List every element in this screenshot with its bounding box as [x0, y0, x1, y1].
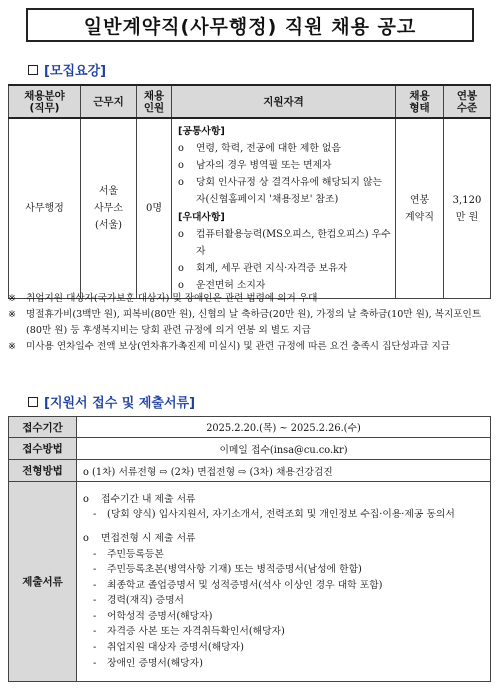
- table-row: [9, 460, 491, 482]
- header-qualification: 지원자격: [172, 85, 396, 118]
- list-item: - 주민등록등본: [93, 548, 164, 560]
- list-item: - 어학성적 증명서(해당자): [93, 610, 213, 622]
- table-row: [9, 438, 491, 460]
- section-heading-application: [지원서 접수 및 제출서류]: [28, 392, 195, 411]
- cell-salary: 3,120 만 원: [444, 118, 491, 299]
- list-item: o 당회 인사규정 상 결격사유에 해당되지 않는 자(신협홈페이지 '채용정보' 참조): [178, 177, 382, 205]
- period-value: 2025.2.20.(목) ~ 2025.2.26.(수): [77, 417, 491, 438]
- checkbox-square-icon: [28, 397, 38, 407]
- table-row: [9, 118, 491, 299]
- list-item: - 주민등록초본(병역사항 기재) 또는 병적증명서(남성에 한함): [93, 564, 362, 576]
- header-location: 근무지: [81, 85, 137, 118]
- cell-field: 사무행정: [9, 118, 81, 299]
- docs-group-title: o 접수기간 내 제출 서류: [83, 493, 196, 505]
- list-item: o 남자의 경우 병역필 또는 면제자: [178, 160, 332, 171]
- docs-group-title: o 면접전형 시 제출 서류: [83, 532, 196, 544]
- note-item: ※ 미사용 연차일수 전액 보상(연차휴가촉진제 미실시) 및 관련 규정에 따른 요건 충족시 집단성과급 지급: [8, 341, 451, 352]
- header-field: 채용분야 (직무): [9, 85, 81, 118]
- notes: [8, 291, 490, 355]
- cell-count: 0명: [137, 118, 172, 299]
- note-item: ※ 취업지원 대상자(국가보훈 대상자) 및 장애인은 관련 법령에 의거 우대: [8, 293, 318, 304]
- list-item: - 자격증 사본 또는 자격취득확인서(해당자): [93, 626, 285, 638]
- table-row: [9, 482, 491, 682]
- recruitment-table: [8, 84, 491, 299]
- list-item: - 최종학교 졸업증명서 및 성적증명서(석사 이상인 경우 대학 포함): [93, 579, 383, 591]
- header-salary: 연봉 수준: [444, 85, 491, 118]
- table-header-row: [9, 85, 491, 118]
- header-count: 채용 인원: [137, 85, 172, 118]
- cell-type: 연봉 계약직: [396, 118, 444, 299]
- process-label: 전형방법: [9, 460, 77, 482]
- method-value: 이메일 접수(insa@cu.co.kr): [77, 438, 491, 460]
- list-item: - (당회 양식) 입사지원서, 자기소개서, 전력조회 및 개인정보 수집·이용·제공 동의서: [93, 509, 455, 521]
- list-item: - 경력(재직) 증명서: [93, 595, 185, 607]
- docs-value: [77, 482, 491, 682]
- list-item: - 장애인 증명서(해당자): [93, 657, 203, 669]
- header-type: 채용 형태: [396, 85, 444, 118]
- table-row: [9, 417, 491, 438]
- application-table: [8, 416, 491, 682]
- preferred-title: [우대사항]: [178, 212, 225, 223]
- list-item: o 컴퓨터활용능력(MS오피스, 한컴오피스) 우수자: [178, 229, 391, 257]
- page-title: 일반계약직(사무행정) 직원 채용 공고: [26, 8, 474, 42]
- period-label: 접수기간: [9, 417, 77, 438]
- method-label: 접수방법: [9, 438, 77, 460]
- common-title: [공통사항]: [178, 126, 225, 137]
- note-item: ※ 명절휴가비(3백만 원), 피복비(80만 원), 신협의 날 축하금(20만 원), 가정의 날 축하금(10만 원), 복지포인트(80만 원) 등 후생복지비는 당회 관련 규정에 의거 연봉 외 별도 지급: [8, 309, 482, 336]
- list-item: o 회계, 세무 관련 지식·자격증 보유자: [178, 263, 348, 274]
- section-heading-recruitment: [모집요강]: [28, 60, 106, 79]
- list-item: o 운전면허 소지자: [178, 280, 266, 291]
- list-item: - 취업지원 대상자 증명서(해당자): [93, 642, 244, 654]
- cell-qualification: [172, 118, 396, 299]
- list-item: o 연령, 학력, 전공에 대한 제한 없음: [178, 143, 341, 154]
- cell-location: 서울 사무소 (서울): [81, 118, 137, 299]
- docs-label: 제출서류: [9, 482, 77, 682]
- checkbox-square-icon: [28, 65, 38, 75]
- process-value: o (1차) 서류전형 ⇨ (2차) 면접전형 ⇨ (3차) 채용건강검진: [77, 460, 491, 482]
